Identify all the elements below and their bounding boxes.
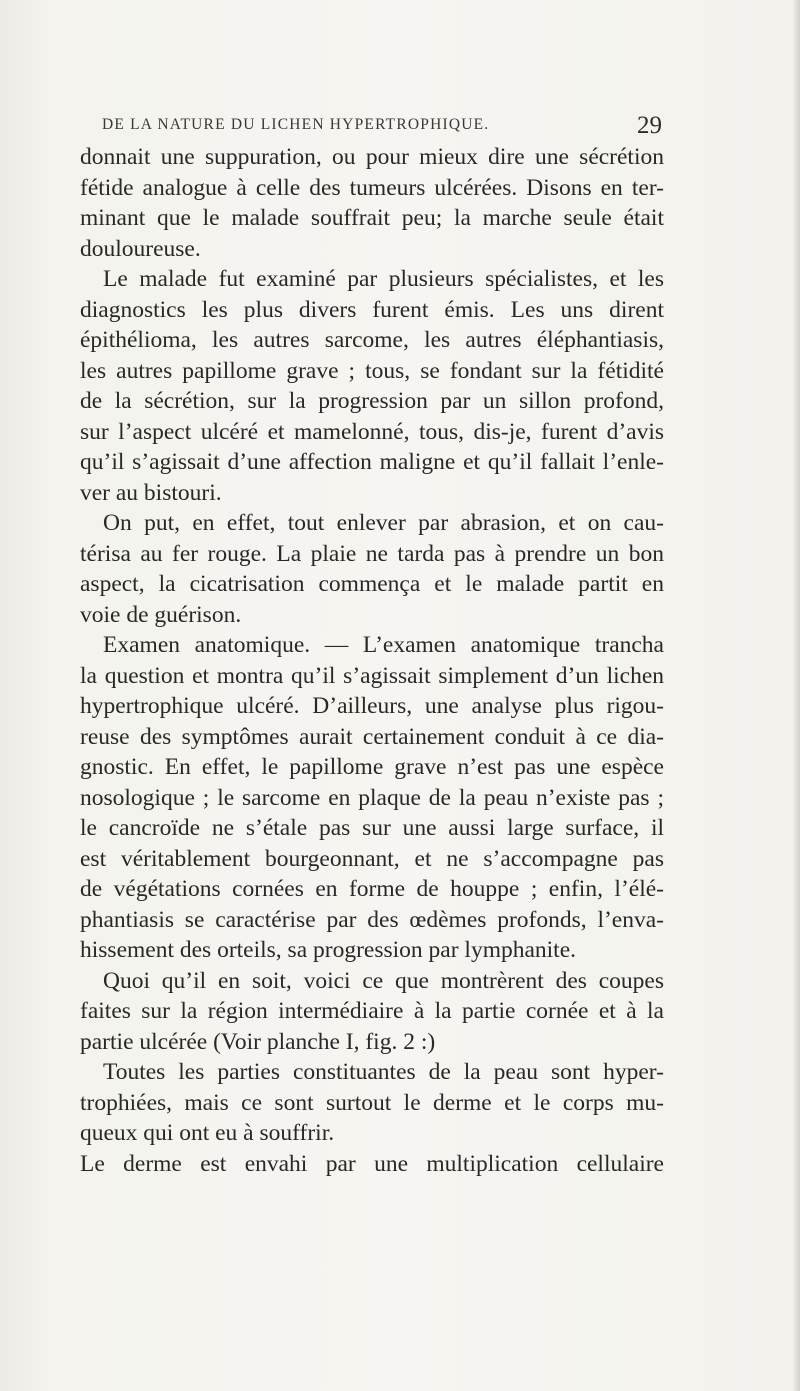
text-line: nosologique ; le sarcome en plaque de la peau n’existe pas ; [80,784,664,811]
text-line: Toutes les parties constituantes de la peau sont hyper- [103,1059,664,1085]
page-edge-shadow [792,0,800,1391]
text-line: Le derme est envahi par une multiplication cellulaire [80,1150,664,1177]
text-line: sur l’aspect ulcéré et mamelonné, tous, dis-je, furent d’avis [80,418,664,445]
text-line: hypertrophique ulcéré. D’ailleurs, une analyse plus rigou- [80,693,664,719]
text-line: térisa au fer rouge. La plaie ne tarda pas à prendre un bon [80,540,664,567]
text-line: Examen anatomique. — L’examen anatomique trancha [103,632,664,658]
text-line: ver au bistouri. [80,479,222,506]
text-line: faites sur la région intermédiaire à la partie cornée et à la [80,998,664,1024]
text-line: On put, en effet, tout enlever par abrasion, et on cau- [103,510,664,536]
text-line: minant que le malade souffrait peu; la marche seule était [80,205,664,231]
running-head: DE LA NATURE DU LICHEN HYPERTROPHIQUE. [102,116,490,133]
text-line: trophiées, mais ce sont surtout le derme et le corps mu- [80,1089,664,1116]
body-text [80,142,664,1179]
text-line: de la sécrétion, sur la progression par un sillon profond, [80,388,664,414]
text-line: aspect, la cicatrisation commença et le malade partit en [80,571,664,597]
page-number: 29 [637,112,662,139]
text-line: de végétations cornées en forme de houppe ; enfin, l’élé- [80,876,664,902]
text-line: Le malade fut examiné par plusieurs spécialistes, et les [103,266,664,292]
text-line: queux qui ont eu à souffrir. [80,1120,335,1146]
text-line: qu’il s’agissait d’une affection maligne et qu’il fallait l’enle- [80,449,664,475]
text-line: reuse des symptômes aurait certainement conduit à ce dia- [80,723,664,750]
text-line: les autres papillome grave ; tous, se fondant sur la fétidité [80,357,664,384]
text-line: diagnostics les plus divers furent émis. Les uns dirent [80,296,664,323]
text-line: douloureuse. [80,235,201,262]
text-line: voie de guérison. [80,601,242,628]
text-line: la question et montra qu’il s’agissait simplement d’un lichen [80,662,664,689]
text-line: hissement des orteils, sa progression par lymphanite. [80,937,577,963]
page-header [80,112,662,142]
text-line: donnait une suppuration, ou pour mieux dire une sécrétion [80,144,664,170]
text-line: est véritablement bourgeonnant, et ne s’accompagne pas [80,845,664,872]
text-line: épithélioma, les autres sarcome, les autres éléphantiasis, [80,327,664,353]
text-line: Quoi qu’il en soit, voici ce que montrèrent des coupes [103,967,664,994]
text-line: phantiasis se caractérise par des œdèmes profonds, l’enva- [80,906,664,933]
text-line: le cancroïde ne s’étale pas sur une aussi large surface, il [80,815,664,841]
text-line: partie ulcérée (Voir planche I, fig. 2 :) [80,1028,436,1055]
text-line: fétide analogue à celle des tumeurs ulcérées. Disons en ter- [80,174,664,201]
text-line: gnostic. En effet, le papillome grave n’est pas une espèce [80,754,664,780]
